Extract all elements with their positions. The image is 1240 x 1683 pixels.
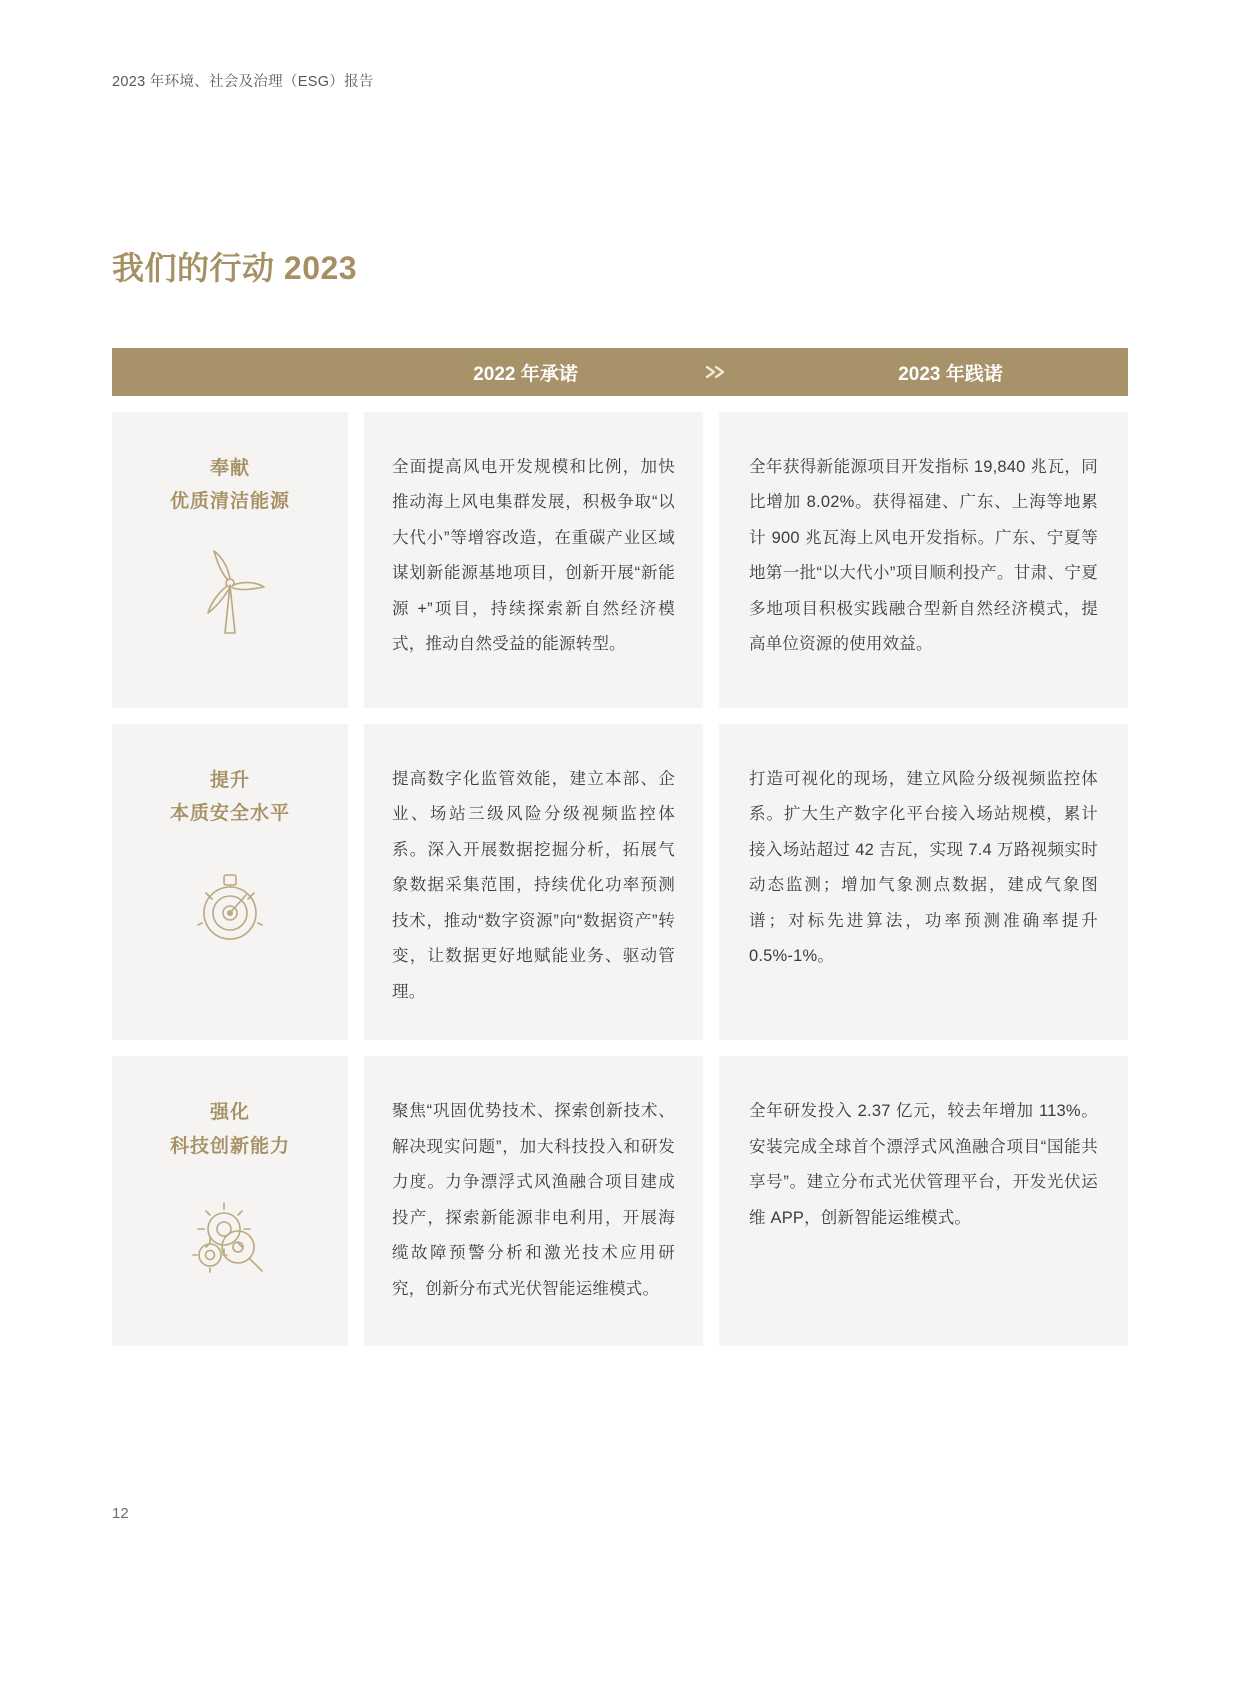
gear-magnifier-icon <box>180 1189 280 1285</box>
page-number: 12 <box>112 1505 129 1522</box>
row-topic-line1: 提升 <box>209 770 250 791</box>
row-topic-cell <box>112 1056 348 1346</box>
row-topic-line2: 本质安全水平 <box>169 803 290 825</box>
table-header-commitment: 2022 年承诺 <box>473 363 578 385</box>
table-row <box>112 412 1128 708</box>
table-header-row <box>112 348 1128 396</box>
row-commitment-cell: 全面提高风电开发规模和比例，加快推动海上风电集群发展，积极争取“以大代小”等增容改造，在重碳产业区域谋划新能源基地项目，创新开展“新能源 +”项目，持续探索新自然经济模式，推动自然受益的能源转型。 <box>364 412 703 708</box>
double-chevron-right-icon <box>703 364 773 380</box>
row-commitment-cell: 聚焦“巩固优势技术、探索创新技术、解决现实问题”，加大科技投入和研发力度。力争漂浮式风渔融合项目建成投产，探索新能源非电利用，开展海缆故障预警分析和激光技术应用研究，创新分布式光伏智能运维模式。 <box>364 1056 703 1346</box>
safety-gauge-icon <box>184 857 276 953</box>
row-topic-cell <box>112 412 348 708</box>
row-fulfilment-cell: 全年获得新能源项目开发指标 19,840 兆瓦，同比增加 8.02%。获得福建、广东、上海等地累计 900 兆瓦海上风电开发指标。广东、宁夏等地第一批“以大代小”项目顺利投产。甘肃、宁夏多地项目积极实践融合型新自然经济模式，提高单位资源的使用效益。 <box>719 412 1128 708</box>
row-fulfilment-cell: 全年研发投入 2.37 亿元，较去年增加 113%。安装完成全球首个漂浮式风渔融合项目“国能共享号”。建立分布式光伏管理平台，开发光伏运维 APP，创新智能运维模式。 <box>719 1056 1128 1346</box>
row-commitment-cell: 提高数字化监管效能，建立本部、企业、场站三级风险分级视频监控体系。深入开展数据挖掘分析，拓展气象数据采集范围，持续优化功率预测技术，推动“数字资源”向“数据资产”转变，让数据更好地赋能业务、驱动管理。 <box>364 724 703 1040</box>
row-topic-line2: 优质清洁能源 <box>169 491 290 513</box>
wind-turbine-icon <box>184 545 276 641</box>
page-title: 我们的行动 2023 <box>112 250 358 286</box>
table-header-fulfilment: 2023 年践诺 <box>898 363 1003 385</box>
row-topic-line2: 科技创新能力 <box>169 1135 290 1157</box>
table-row <box>112 1056 1128 1346</box>
row-fulfilment-cell: 打造可视化的现场，建立风险分级视频监控体系。扩大生产数字化平台接入场站规模，累计接入场站超过 42 吉瓦，实现 7.4 万路视频实时动态监测；增加气象测点数据，建成气象图谱；对标先进算法，功率预测准确率提升 0.5%-1%。 <box>719 724 1128 1040</box>
row-topic-line1: 奉献 <box>209 458 250 479</box>
actions-table <box>112 348 1128 1346</box>
running-head: 2023 年环境、社会及治理（ESG）报告 <box>112 74 374 90</box>
table-row <box>112 724 1128 1040</box>
row-topic-line1: 强化 <box>209 1102 250 1124</box>
row-topic-cell <box>112 724 348 1040</box>
